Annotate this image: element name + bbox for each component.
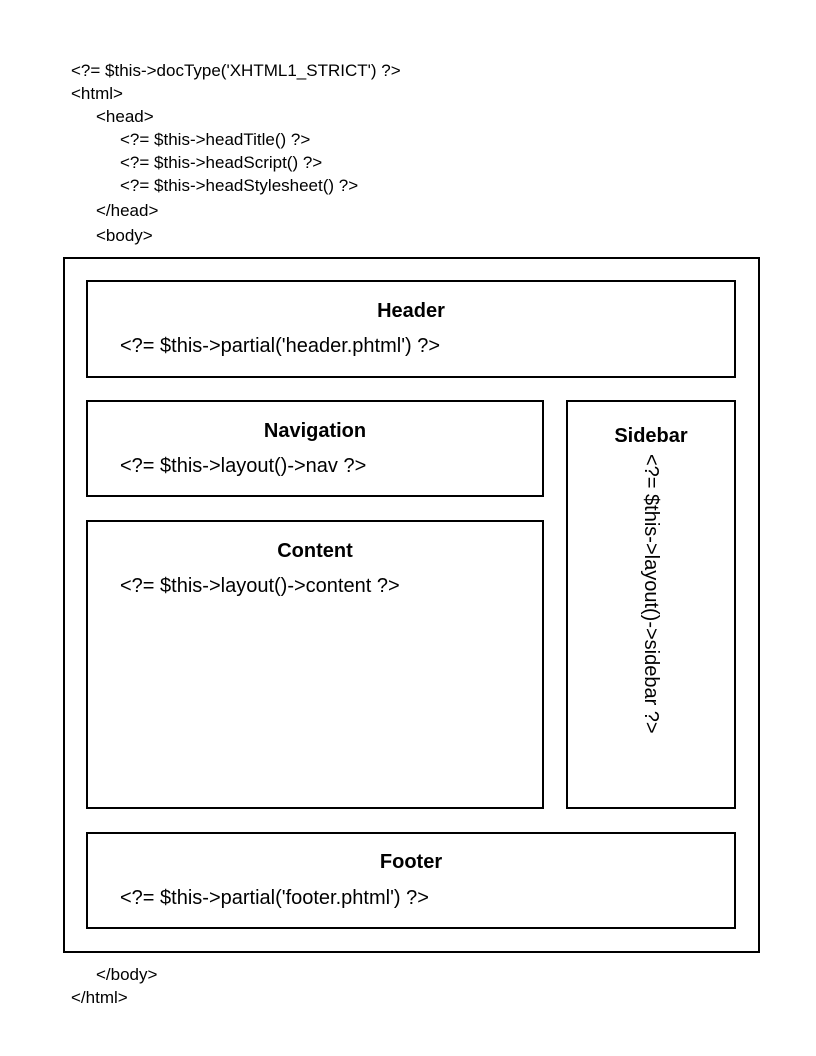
footer-box [86,832,736,929]
sidebar-box [566,400,736,809]
sidebar-title: Sidebar [614,425,688,447]
navigation-title: Navigation [263,420,367,442]
head-open-line: <head> [96,107,154,126]
html-close-line: </html> [71,988,128,1007]
content-title: Content [277,540,353,562]
footer-code: <?= $this->partial('footer.phtml') ?> [120,887,429,909]
header-box [86,280,736,378]
body-open-line: <body> [96,226,153,245]
head-title-line: <?= $this->headTitle() ?> [120,130,311,149]
footer-title: Footer [379,851,443,873]
sidebar-code: <?= $this->layout()->sidebar ?> [640,454,662,734]
navigation-code: <?= $this->layout()->nav ?> [120,455,367,477]
html-open-line: <html> [71,84,123,103]
content-box [86,520,544,809]
header-title: Header [377,300,445,322]
body-close-line: </body> [96,965,158,984]
doctype-line: <?= $this->docType('XHTML1_STRICT') ?> [71,61,401,80]
content-code: <?= $this->layout()->content ?> [120,575,400,597]
head-script-line: <?= $this->headScript() ?> [120,153,323,172]
header-code: <?= $this->partial('header.phtml') ?> [120,335,441,357]
head-close-line: </head> [96,201,159,220]
navigation-box [86,400,544,497]
head-stylesheet-line: <?= $this->headStylesheet() ?> [120,176,359,195]
